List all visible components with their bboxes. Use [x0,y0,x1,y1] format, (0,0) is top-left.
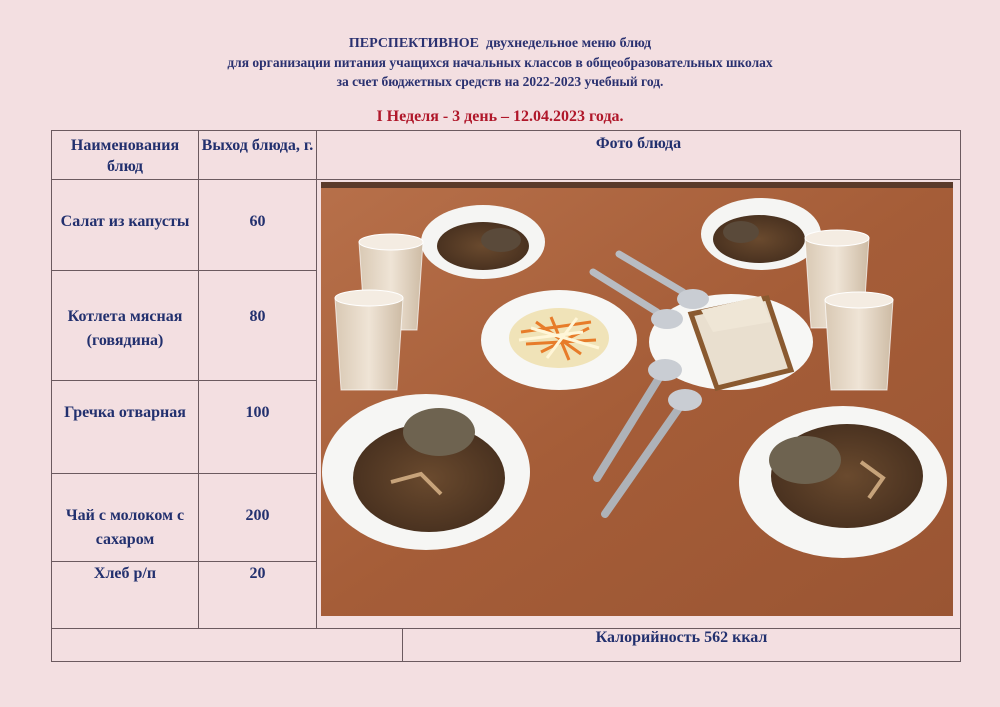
dish-name: Салат из капусты [52,180,199,271]
dish-photo-cell [317,180,961,629]
week-day-title: I Неделя - 3 день – 12.04.2023 года. [376,108,624,125]
dish-weight: 100 [199,381,317,474]
dish-name: Чай с молоком с сахаром [52,473,199,562]
dish-weight: 20 [199,562,317,628]
table-header-row [52,131,961,180]
plate-back-right [701,198,821,270]
calories-empty-cell [52,628,403,661]
table-row [52,180,961,271]
dish-name: Хлеб р/п [52,562,199,628]
document-header [0,34,1000,91]
calories-row [52,628,961,661]
plate-main-right [739,406,947,558]
header-line-2: для организации питания учащихся начальных классов в общеобразовательных школах [227,55,773,70]
plate-main-left [322,394,530,550]
header-line-1-rest: двухнедельное меню блюд [486,36,652,51]
header-line-3: за счет бюджетных средств на 2022-2023 учебный год. [336,74,664,89]
col-header-name: Наименования блюд [52,131,199,180]
plate-salad [481,290,637,390]
col-header-weight: Выход блюда, г. [199,131,317,180]
col-header-photo: Фото блюда [317,131,961,180]
header-line-1 [0,34,1000,53]
dish-name: Котлета мясная (говядина) [52,270,199,381]
header-line-1-bold: ПЕРСПЕКТИВНОЕ [348,36,479,51]
dish-name: Гречка отварная [52,381,199,474]
glass-tea-2 [335,290,403,390]
glass-tea-4 [825,292,893,390]
plate-back-left [421,205,545,279]
dish-weight: 200 [199,473,317,562]
calories-cell: Калорийность 562 ккал [403,628,961,661]
dish-weight: 80 [199,270,317,381]
dish-weight: 60 [199,180,317,271]
meal-photo [321,182,953,616]
menu-table [51,130,961,662]
